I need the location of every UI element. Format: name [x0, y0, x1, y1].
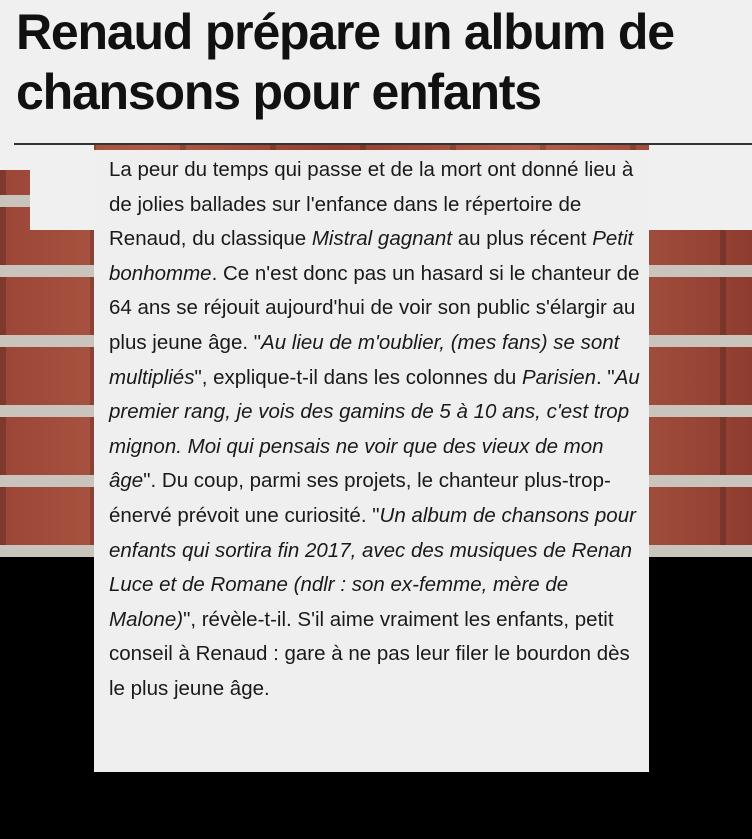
- article-text-run: . ": [596, 365, 615, 389]
- photo-right-grey: [649, 145, 752, 230]
- article-box: [94, 150, 649, 772]
- article-text-run: . Ce n'est donc pas un hasard si le chanteur de 64 ans se réjouit aujourd'hui de voir son public s'élargir au plus jeune âge. ": [109, 261, 640, 354]
- photo-left-grey: [30, 170, 94, 230]
- photo-top-left-grey: [0, 145, 94, 170]
- article-quote-run: Au premier rang, je vois des gamins de 5 à 10 ans, c'est trop mignon. Moi qui pensais ne voir que des vieux de mon âge: [109, 365, 640, 493]
- article-text-run: au plus récent: [452, 227, 593, 251]
- header-panel: [0, 0, 752, 145]
- article-text-run: La peur du temps qui passe et de la mort ont donné lieu à de jolies ballades sur l'enfance dans le répertoire de Renaud, du classique: [109, 158, 634, 251]
- article-text-run: ", révèle-t-il. S'il aime vraiment les enfants, petit conseil à Renaud : gare à ne pas leur filer le bourdon dès le plus jeune âge.: [109, 607, 630, 700]
- article-quote-run: Un album de chansons pour enfants qui sortira fin 2017, avec des musiques de Renan Luce et de Romane (ndlr : son ex-femme, mère de Malone): [109, 503, 636, 631]
- article-quote-run: Au lieu de m'oublier, (mes fans) se sont multipliés: [109, 330, 620, 389]
- article-text-run: ". Du coup, parmi ses projets, le chanteur plus-trop-énervé prévoit une curiosité. ": [109, 469, 611, 527]
- article-quote-run: Mistral gagnant: [311, 227, 453, 251]
- article-quote-run: Parisien: [521, 365, 597, 389]
- headline: Renaud prépare un album de chansons pour enfants: [16, 4, 674, 120]
- article-quote-run: Petit bonhomme: [109, 227, 634, 285]
- article-text: [109, 153, 644, 707]
- article-text-run: ", explique-t-il dans les colonnes du: [194, 365, 522, 389]
